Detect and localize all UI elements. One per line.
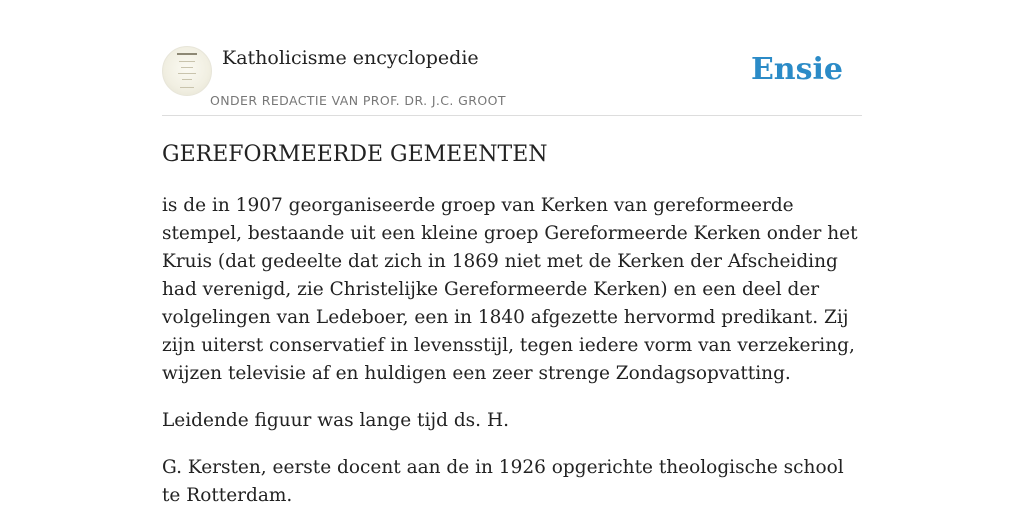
cover-line <box>182 79 192 80</box>
book-title[interactable]: Katholicisme encyclopedie <box>222 47 479 69</box>
article-paragraph: G. Kersten, eerste docent aan de in 1926 opgerichte theologische school te Rotterdam. <box>162 457 844 506</box>
cover-title-line <box>177 53 197 55</box>
article-paragraph: is de in 1907 georganiseerde groep van Kerken van gereformeerde stempel, bestaande uit een kleine groep Gereformeerde Kerken onder het Kruis (dat gedeelte dat zich in 1869 niet met de Kerken der Afscheiding had verenigd, zie Christelijke Gereformeerde Kerken) en een deel der volgelingen van Ledeboer, een in 1840 afgezette hervormd predikant. Zij zijn uiterst conservatief in levensstijl, tegen iedere vorm van verzekering, wijzen televisie af en huldigen een zeer strenge Zondagsopvatting. <box>162 195 858 384</box>
article-body <box>162 192 862 529</box>
cover-line <box>180 87 194 88</box>
cover-line <box>178 73 196 74</box>
editor-credit: ONDER REDACTIE VAN PROF. DR. J.C. GROOT <box>210 93 506 108</box>
page <box>162 0 862 506</box>
book-cover-thumbnail[interactable] <box>162 46 212 96</box>
ensie-logo[interactable]: Ensie <box>750 52 843 87</box>
article-title: GEREFORMEERDE GEMEENTEN <box>162 142 548 167</box>
site-header <box>162 0 862 116</box>
cover-line <box>181 67 193 68</box>
article-paragraph: Leidende figuur was lange tijd ds. H. <box>162 410 509 431</box>
cover-line <box>179 61 195 62</box>
